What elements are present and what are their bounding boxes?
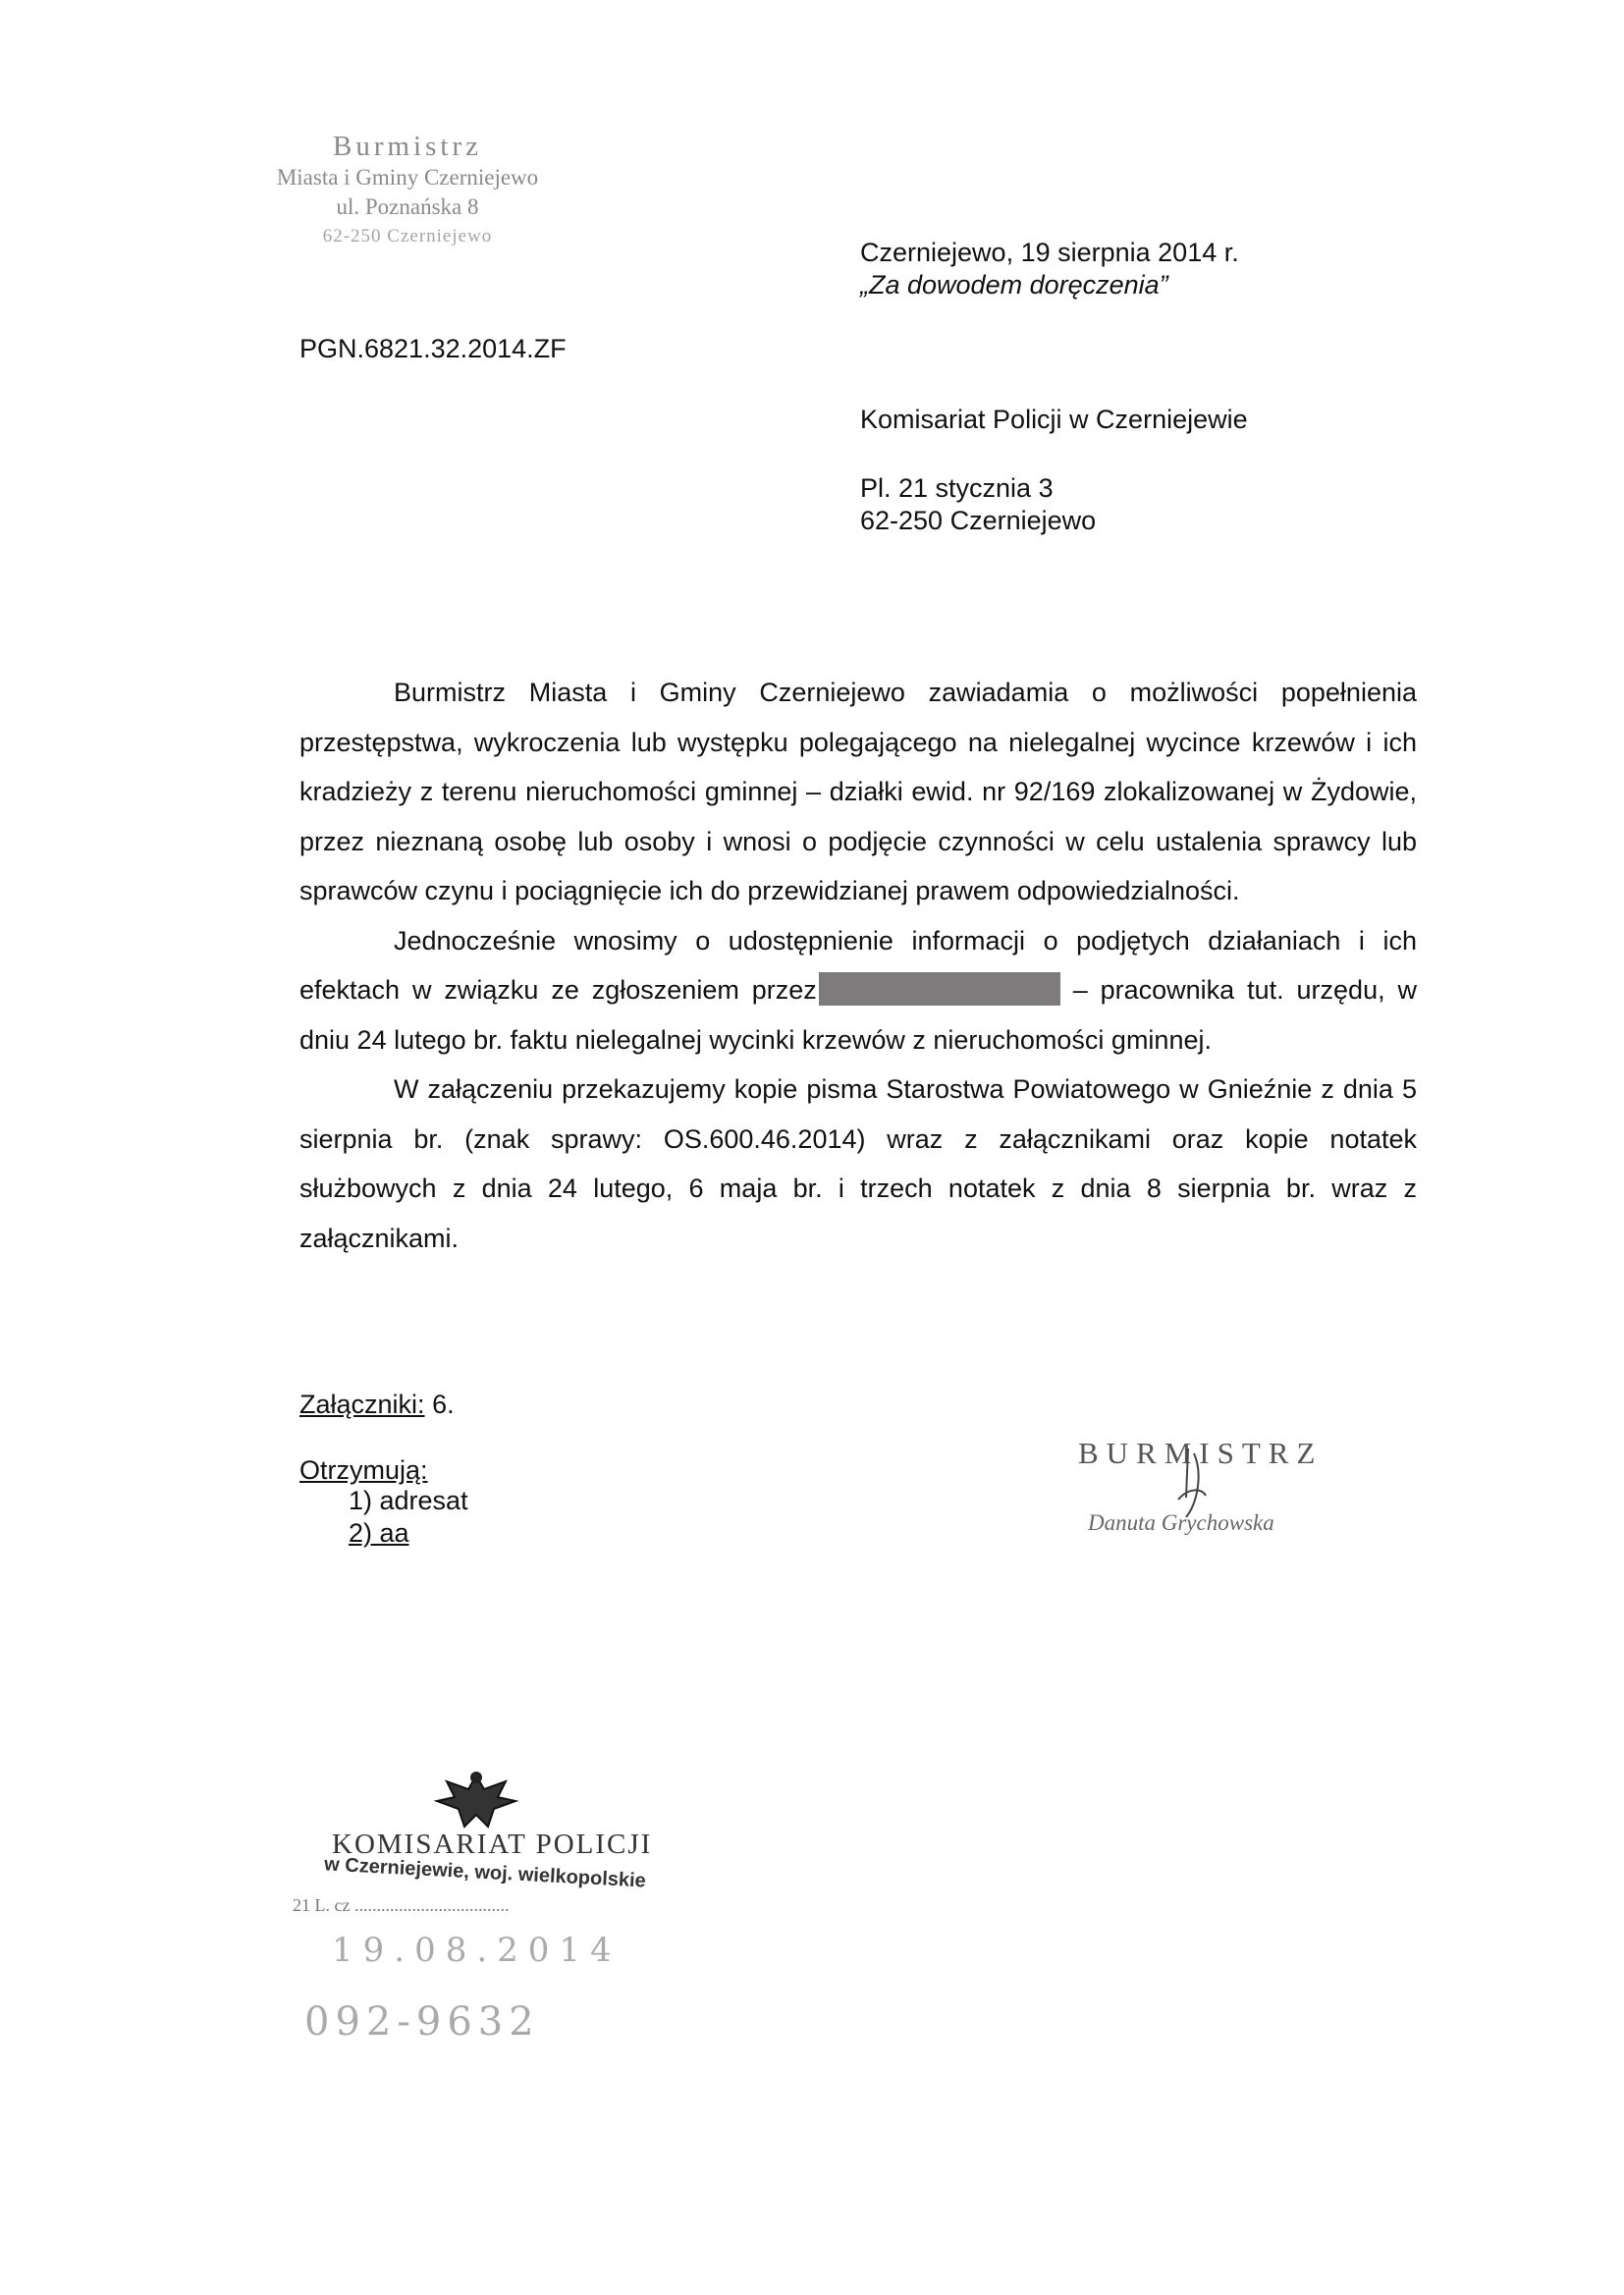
recipients-block — [299, 1455, 468, 1550]
police-stamp-line-2: w Czerniejewie, woj. wielkopolskie — [323, 1853, 647, 1892]
paragraph-2-end: – pracownika tut. urzędu, w dniu 24 lutego br. faktu nielegalnej wycinki krzewów z nieruchomości gminnej. — [299, 975, 1417, 1055]
sender-line-3: ul. Poznańska 8 — [336, 194, 479, 219]
police-stamp-line-3: 21 L. cz ................................... — [293, 1895, 510, 1915]
eagle-emblem-icon — [407, 1768, 545, 1836]
place-date: Czerniejewo, 19 sierpnia 2014 r. — [860, 238, 1239, 267]
handwritten-number: 092-9632 — [304, 1999, 540, 2045]
sender-stamp — [245, 130, 569, 251]
attachments — [299, 1390, 455, 1419]
police-stamp-line-1: KOMISARIAT POLICJI — [332, 1829, 653, 1860]
handwritten-signature — [1159, 1429, 1227, 1537]
signature-name: Danuta Grychowska — [1088, 1510, 1274, 1535]
recipients-item: 1) adresat — [349, 1486, 468, 1515]
attachments-count: 6. — [432, 1390, 455, 1419]
sender-title: Burmistrz — [333, 131, 482, 162]
paragraph-2-start: Jednocześnie wnosimy o udostępnienie informacji o podjętych działaniach i ich efektach w związku ze zgłoszeniem przez — [299, 925, 1417, 1005]
paragraph-2 — [299, 916, 1417, 1066]
recipient-street: Pl. 21 stycznia 3 — [860, 473, 1054, 503]
police-stamp — [293, 1829, 705, 1937]
recipient-city: 62-250 Czerniejewo — [860, 506, 1097, 535]
recipient-name: Komisariat Policji w Czerniejewie — [860, 405, 1248, 434]
recipients-item: 2) aa — [349, 1518, 409, 1548]
redacted-name — [819, 972, 1060, 1006]
handwritten-date: 19.08.2014 — [332, 1931, 622, 1970]
signature-title: BURMISTRZ — [1078, 1436, 1324, 1470]
delivery-note: „Za dowodem doręczenia” — [860, 270, 1168, 300]
reference-number: PGN.6821.32.2014.ZF — [299, 334, 567, 363]
sender-line-4: 62-250 Czerniejewo — [322, 226, 493, 246]
paragraph-3: W załączeniu przekazujemy kopie pisma Starostwa Powiatowego w Gnieźnie z dnia 5 sierpnia br. (znak sprawy: OS.600.46.2014) wraz z załącznikami oraz kopie notatek służbowych z dnia 24 lutego, 6 maja br. i trzech notatek z dnia 8 sierpnia br. wraz z załącznikami. — [299, 1074, 1417, 1253]
paragraph-1: Burmistrz Miasta i Gminy Czerniejewo zawiadamia o możliwości popełnienia przestępstwa, wykroczenia lub występku polegającego na nielegalnej wycince krzewów i ich kradzieży z terenu nieruchomości gminnej – działki ewid. nr 92/169 zlokalizowanej w Żydowie, przez nieznaną osobę lub osoby i wnosi o podjęcie czynności w celu ustalenia sprawcy lub sprawców czynu i pociągnięcie ich do przewidzianej prawem odpowiedzialności. — [299, 678, 1417, 905]
sender-line-2: Miasta i Gminy Czerniejewo — [276, 165, 539, 190]
recipients-label: Otrzymują: — [299, 1455, 428, 1485]
attachments-label: Załączniki: — [299, 1390, 425, 1419]
letter-body — [299, 668, 1417, 1263]
